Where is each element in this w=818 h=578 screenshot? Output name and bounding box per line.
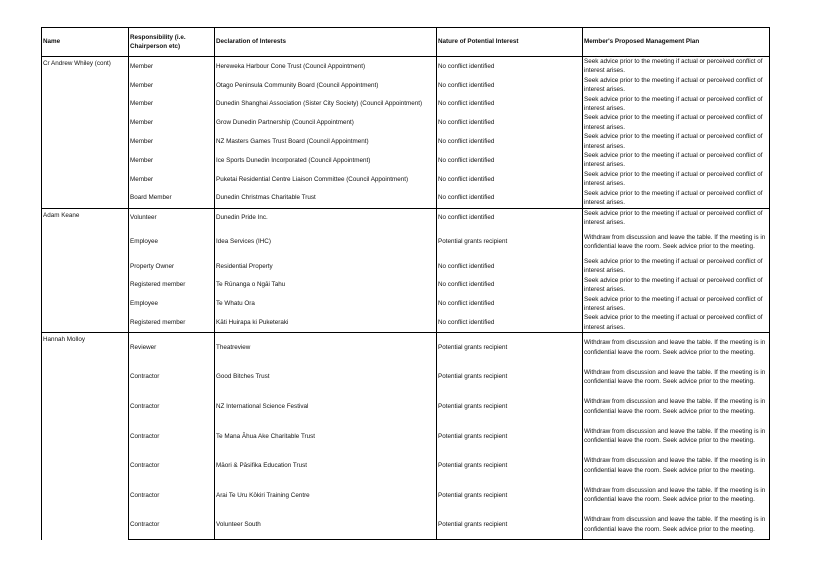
responsibility-cell: Member [129,113,215,132]
member-name: Cr Andrew Whiley (cont) [42,57,129,209]
table-row [42,510,770,540]
table-row [42,257,770,276]
responsibility-cell: Contractor [129,421,215,451]
responsibility-cell: Member [129,151,215,170]
responsibility-cell: Member [129,95,215,114]
table-row [42,333,770,363]
plan-cell: Seek advice prior to the meeting if actual or perceived conflict of interest arises. [583,132,770,151]
plan-cell: Seek advice prior to the meeting if actual or perceived conflict of interest arises. [583,208,770,227]
declaration-cell: Idea Services (IHC) [215,227,437,257]
declaration-cell: Dunedin Christmas Charitable Trust [215,189,437,208]
nature-cell: No conflict identified [437,95,583,114]
table-row [42,189,770,208]
responsibility-cell: Employee [129,227,215,257]
table-row [42,276,770,295]
table-row [42,295,770,314]
nature-cell: No conflict identified [437,132,583,151]
interests-register-table [41,27,770,540]
header-name: Name [42,28,129,57]
table-row [42,57,770,76]
table-row [42,421,770,451]
table-row [42,392,770,422]
nature-cell: Potential grants recipient [437,227,583,257]
responsibility-cell: Contractor [129,481,215,511]
responsibility-cell: Member [129,170,215,189]
responsibility-cell: Board Member [129,189,215,208]
table-row [42,362,770,392]
nature-cell: No conflict identified [437,151,583,170]
plan-cell: Seek advice prior to the meeting if actual or perceived conflict of interest arises. [583,276,770,295]
responsibility-cell: Registered member [129,313,215,332]
plan-cell: Withdraw from discussion and leave the table. If the meeting is in confidential leave the room. Seek advice prior to the meeting. [583,421,770,451]
nature-cell: No conflict identified [437,313,583,332]
plan-cell: Seek advice prior to the meeting if actual or perceived conflict of interest arises. [583,95,770,114]
plan-cell: Seek advice prior to the meeting if actual or perceived conflict of interest arises. [583,313,770,332]
plan-cell: Seek advice prior to the meeting if actual or perceived conflict of interest arises. [583,57,770,76]
nature-cell: No conflict identified [437,57,583,76]
table-row [42,170,770,189]
plan-cell: Seek advice prior to the meeting if actual or perceived conflict of interest arises. [583,151,770,170]
table-row [42,132,770,151]
nature-cell: Potential grants recipient [437,362,583,392]
table-body [42,57,770,540]
responsibility-cell: Contractor [129,362,215,392]
responsibility-cell: Contractor [129,392,215,422]
plan-cell: Seek advice prior to the meeting if actual or perceived conflict of interest arises. [583,113,770,132]
plan-cell: Seek advice prior to the meeting if actual or perceived conflict of interest arises. [583,170,770,189]
responsibility-cell: Member [129,57,215,76]
nature-cell: No conflict identified [437,295,583,314]
declaration-cell: Te Mana Āhua Ake Charitable Trust [215,421,437,451]
nature-cell: Potential grants recipient [437,421,583,451]
declaration-cell: Dunedin Pride Inc. [215,208,437,227]
responsibility-cell: Contractor [129,510,215,540]
nature-cell: No conflict identified [437,76,583,95]
nature-cell: No conflict identified [437,276,583,295]
plan-cell: Withdraw from discussion and leave the table. If the meeting is in confidential leave the room. Seek advice prior to the meeting. [583,392,770,422]
table-row [42,95,770,114]
responsibility-cell: Contractor [129,451,215,481]
plan-cell: Withdraw from discussion and leave the table. If the meeting is in confidential leave the room. Seek advice prior to the meeting. [583,362,770,392]
header-nature: Nature of Potential Interest [437,28,583,57]
plan-cell: Seek advice prior to the meeting if actual or perceived conflict of interest arises. [583,295,770,314]
table-row [42,151,770,170]
declaration-cell: Māori & Pāsifika Education Trust [215,451,437,481]
nature-cell: No conflict identified [437,170,583,189]
responsibility-cell: Reviewer [129,333,215,363]
plan-cell: Withdraw from discussion and leave the table. If the meeting is in confidential leave the room. Seek advice prior to the meeting. [583,227,770,257]
declaration-cell: Kāti Huirapa ki Puketeraki [215,313,437,332]
declaration-cell: Te Whatu Ora [215,295,437,314]
responsibility-cell: Volunteer [129,208,215,227]
table-row [42,227,770,257]
responsibility-cell: Registered member [129,276,215,295]
member-name: Adam Keane [42,208,129,333]
declaration-cell: Otago Peninsula Community Board (Council Appointment) [215,76,437,95]
declaration-cell: Te Rūnanga o Ngāi Tahu [215,276,437,295]
plan-cell: Withdraw from discussion and leave the table. If the meeting is in confidential leave the room. Seek advice prior to the meeting. [583,451,770,481]
declaration-cell: NZ International Science Festival [215,392,437,422]
declaration-cell: Grow Dunedin Partnership (Council Appointment) [215,113,437,132]
declaration-cell: Ice Sports Dunedin Incorporated (Council Appointment) [215,151,437,170]
declaration-cell: NZ Masters Games Trust Board (Council Appointment) [215,132,437,151]
header-declaration: Declaration of Interests [215,28,437,57]
nature-cell: Potential grants recipient [437,451,583,481]
nature-cell: No conflict identified [437,257,583,276]
declaration-cell: Good Bitches Trust [215,362,437,392]
table-row [42,208,770,227]
member-name: Hannah Molloy [42,333,129,540]
table-row [42,76,770,95]
table-row [42,451,770,481]
nature-cell: No conflict identified [437,113,583,132]
plan-cell: Withdraw from discussion and leave the table. If the meeting is in confidential leave the room. Seek advice prior to the meeting. [583,510,770,540]
responsibility-cell: Property Owner [129,257,215,276]
nature-cell: Potential grants recipient [437,392,583,422]
plan-cell: Withdraw from discussion and leave the table. If the meeting is in confidential leave the room. Seek advice prior to the meeting. [583,481,770,511]
declaration-cell: Volunteer South [215,510,437,540]
plan-cell: Withdraw from discussion and leave the table. If the meeting is in confidential leave the room. Seek advice prior to the meeting. [583,333,770,363]
plan-cell: Seek advice prior to the meeting if actual or perceived conflict of interest arises. [583,189,770,208]
nature-cell: No conflict identified [437,208,583,227]
table-row [42,313,770,332]
table-row [42,481,770,511]
declaration-cell: Dunedin Shanghai Association (Sister City Society) (Council Appointment) [215,95,437,114]
plan-cell: Seek advice prior to the meeting if actual or perceived conflict of interest arises. [583,257,770,276]
declaration-cell: Residential Property [215,257,437,276]
declaration-cell: Hereweka Harbour Cone Trust (Council Appointment) [215,57,437,76]
responsibility-cell: Member [129,76,215,95]
responsibility-cell: Employee [129,295,215,314]
table-row [42,113,770,132]
nature-cell: Potential grants recipient [437,481,583,511]
plan-cell: Seek advice prior to the meeting if actual or perceived conflict of interest arises. [583,76,770,95]
nature-cell: Potential grants recipient [437,333,583,363]
table-header [42,28,770,57]
declaration-cell: Theatreview [215,333,437,363]
declaration-cell: Arai Te Uru Kōkiri Training Centre [215,481,437,511]
nature-cell: No conflict identified [437,189,583,208]
nature-cell: Potential grants recipient [437,510,583,540]
responsibility-cell: Member [129,132,215,151]
header-plan: Member's Proposed Management Plan [583,28,770,57]
header-responsibility: Responsibility (i.e. Chairperson etc) [129,28,215,57]
declaration-cell: Puketai Residential Centre Liaison Committee (Council Appointment) [215,170,437,189]
